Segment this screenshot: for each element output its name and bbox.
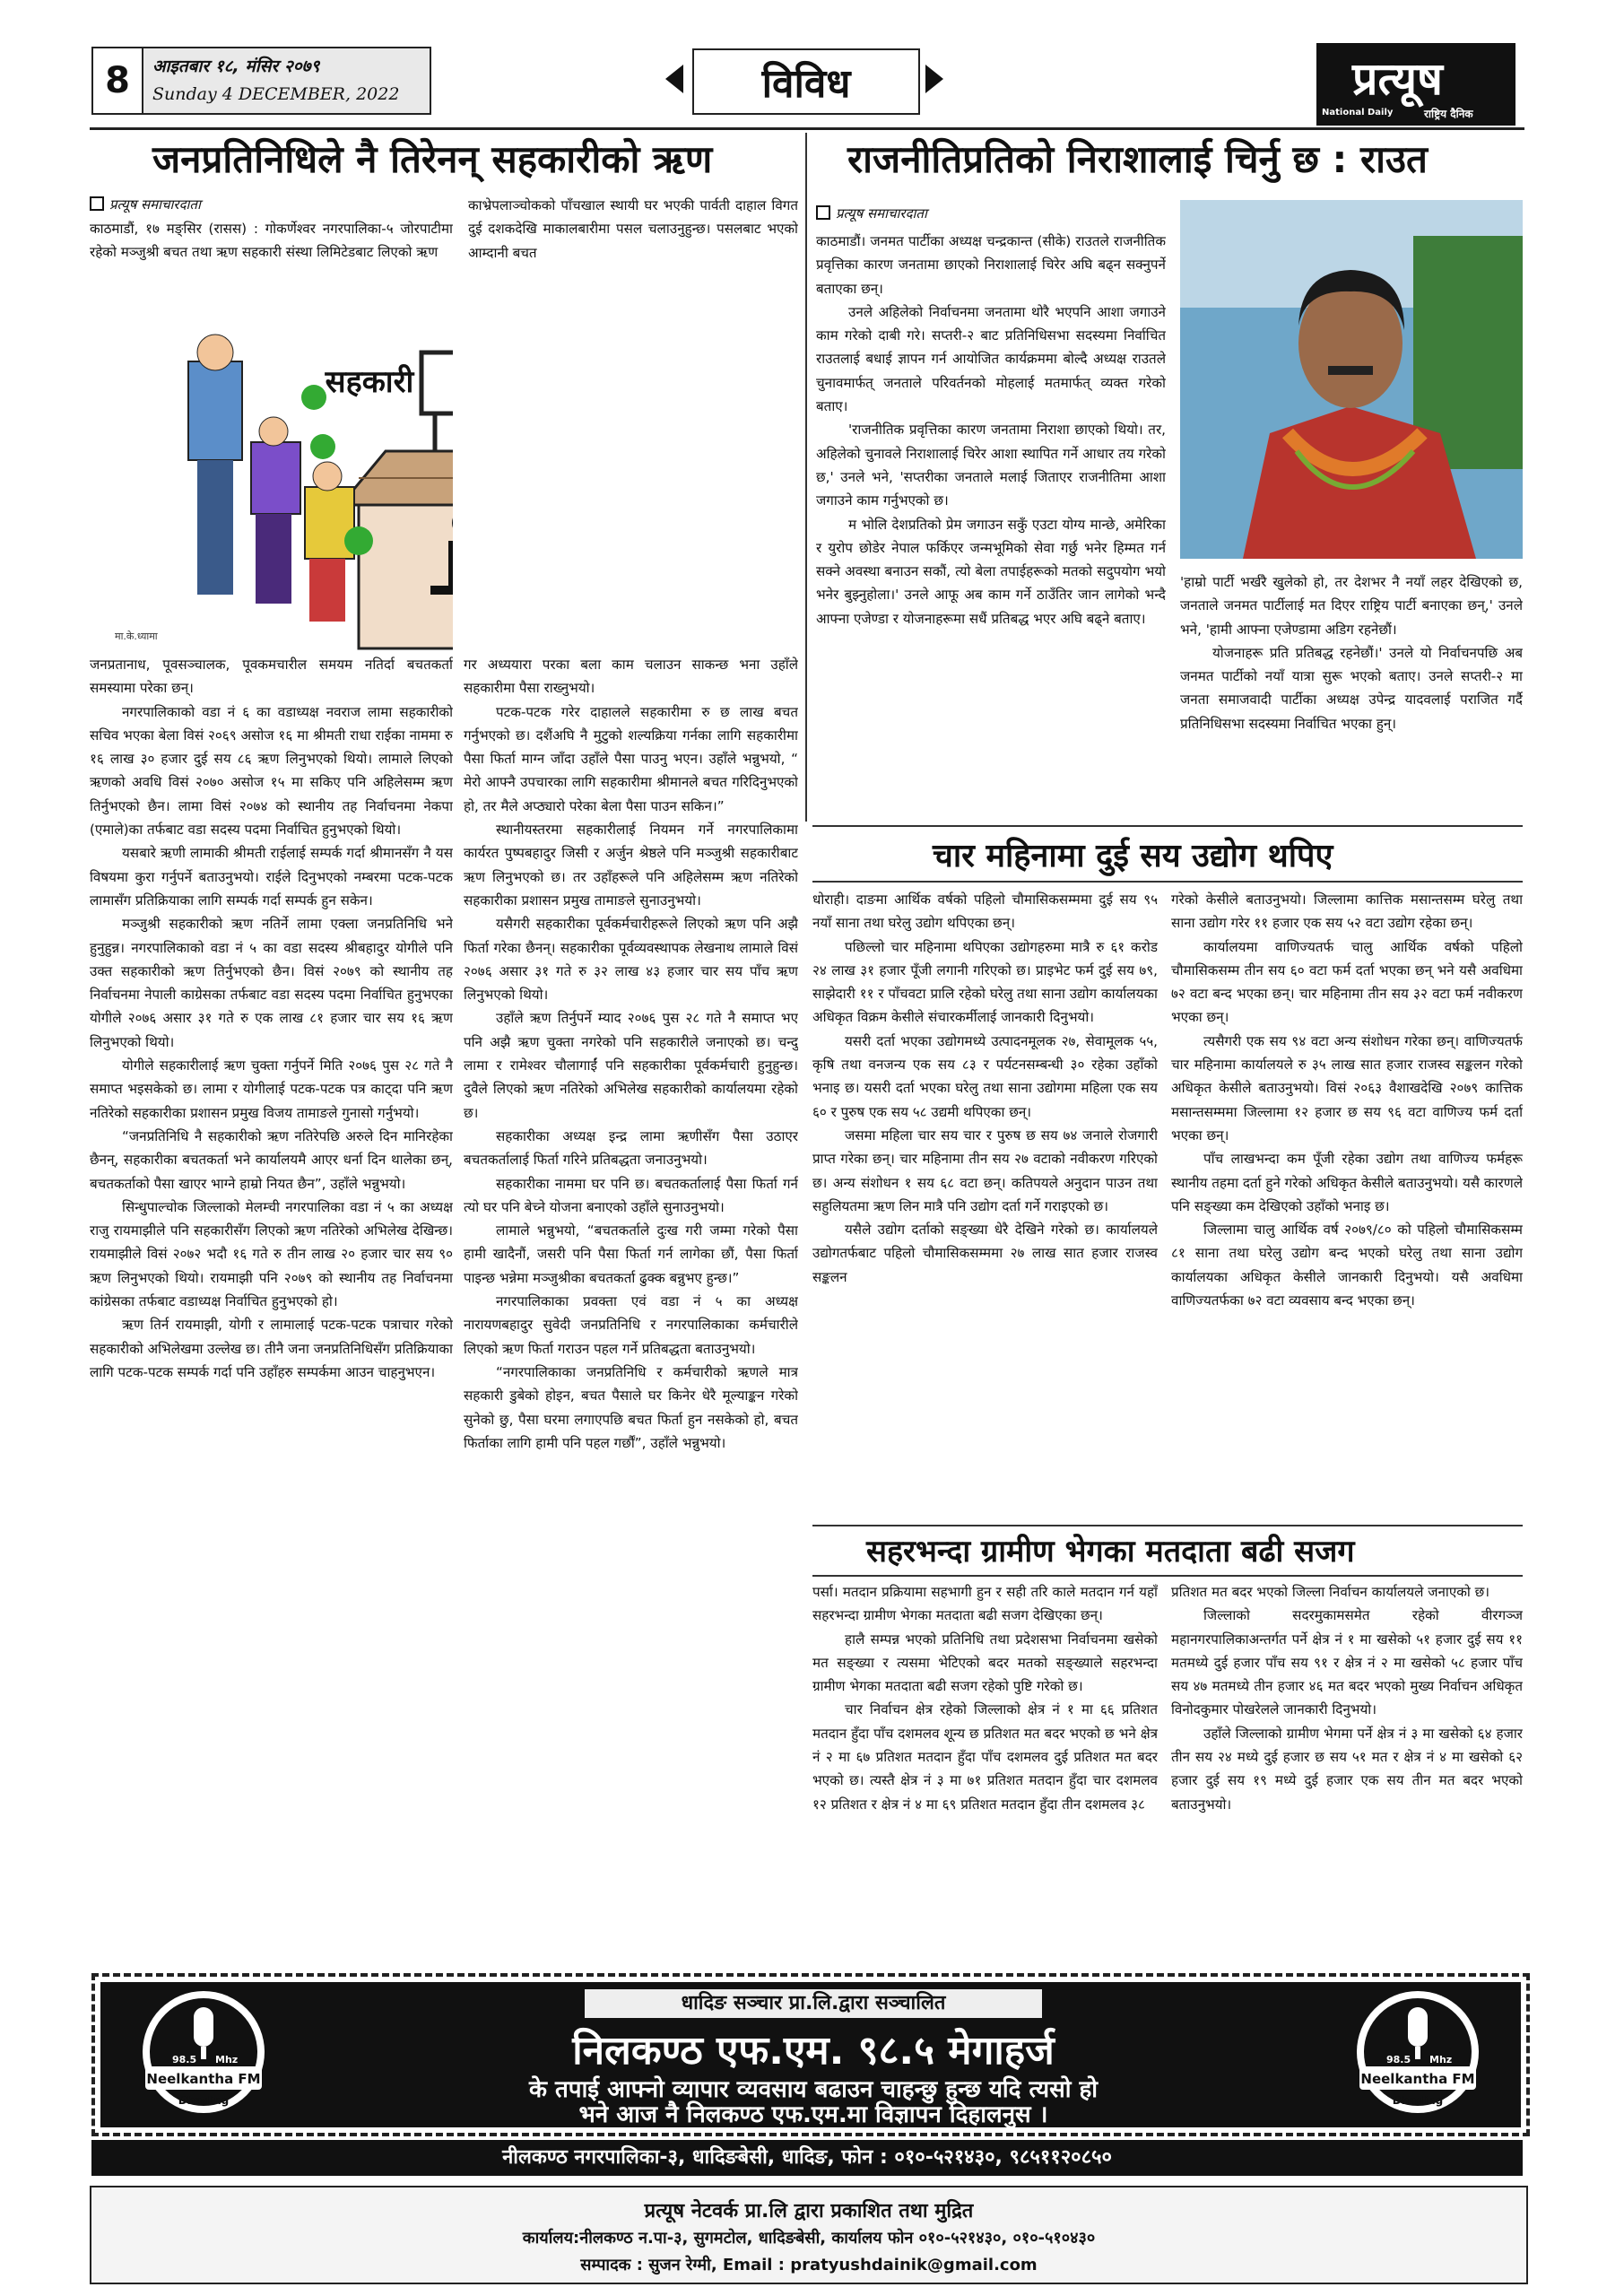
article3-col1 [812, 888, 1158, 1480]
logo-subtitle-en: National Daily [1322, 108, 1394, 117]
article2-col1 [816, 230, 1166, 822]
paragraph: 'राजनीतिक प्रवृत्तिका कारण जनतामा निराशा छाएको थियो। तर, अहिलेको चुनावले निराशालाई चिरेर आशा स्थापित गर्ने आधार तय गरेको छ,' उनले भने, 'सप्तरीका जनताले मलाई जिताएर राजनीतिमा आशा जगाउने काम गर्नुभएको छ। [816, 422, 1166, 509]
raut-photo [1180, 200, 1523, 559]
article3-col2 [1171, 888, 1523, 1480]
ad-line-2: के तपाई आफ्नो व्यापार व्यवसाय बढाउन चाहन्छु हुन्छ यदि त्यसो हो [528, 2076, 1099, 2103]
article1-intro-col1 [90, 217, 453, 312]
paragraph: योगीले सहकारीलाई ऋण चुक्ता गर्नुपर्ने मिति २०७६ पुस २८ गते नै समाप्त भइसकेको छ। लामा र योगीलाई पटक-पटक पत्र काट्दा पनि ऋण नतिरेको सहकारीका प्रशासन प्रमुख विजय तामाङले गुनासो गर्नुभयो। [90, 1057, 453, 1121]
fm-logo-left [118, 1987, 289, 2122]
paragraph: काठमाडौं, १७ मङ्सिर (रासस) : गोकर्णेश्वर नगरपालिका-५ जोरपाटीमा रहेको मञ्जुश्री बचत तथा ऋण सहकारी संस्था लिमिटेडबाट लिएको ऋण [90, 221, 453, 261]
paragraph: पर्सा। मतदान प्रक्रियामा सहभागी हुन र सही तरि काले मतदान गर्न यहाँ सहरभन्दा ग्रामीण भेगका मतदाता बढी सजग देखिएका छन्। [812, 1584, 1158, 1624]
byline-text: प्रत्यूष समाचारदाता [836, 205, 927, 222]
paragraph: पछिल्लो चार महिनामा थपिएका उद्योगहरुमा मात्रै रु ६१ करोड २४ लाख ३१ हजार पूँजी लगानी गरिएको छ। प्राइभेट फर्म दुई सय ७९, साझेदारी ११ र पाँचवटा प्रालि रहेको घरेलु तथा साना उद्योग कार्यालयका अधिकृत विक्रम केसीले संचारकर्मीलाई जानकारी दिनुभयो। [812, 938, 1158, 1026]
fm-logo-right [1333, 1987, 1503, 2122]
arrow-right-icon [925, 65, 943, 93]
paragraph: जिल्लाको सदरमुकामसमेत रहेको वीरगञ्ज महानगरपालिकाअन्तर्गत पर्ने क्षेत्र नं १ मा खसेको ५१ हजार दुई सय ११ मतमध्ये दुई हजार पाँच सय ९१ र क्षेत्र नं २ मा खसेको ५८ हजार पाँच सय ४७ मतमध्ये तीन हजार ४६ मत बदर भएको मुख्य निर्वाचन अधिकृत विनोदकुमार पोखरेलले जानकारी दिनुभयो। [1171, 1607, 1523, 1718]
paragraph: उहाँले जिल्लाको ग्रामीण भेगमा पर्ने क्षेत्र नं ३ मा खसेको ६४ हजार तीन सय २४ मध्ये दुई हजार छ सय ५१ मत र क्षेत्र नं ४ मा खसेको ६२ हजार दुई सय १९ मध्ये दुई हजार एक सय तीन मत बदर भएको बताउनुभयो। [1171, 1725, 1523, 1813]
headline-industries: चार महिनामा दुई सय उद्योग थपिए [933, 838, 1333, 874]
office-line: कार्यालय:नीलकण्ठ न.पा-३, सुगमटोल, धादिङबेसी, कार्यालय फोन ०१०-५२१४३०, ०१०-५१०४३० [522, 2229, 1096, 2248]
radio-mic-icon [118, 1987, 289, 2122]
paragraph: यसैले उद्योग दर्ताको सङ्ख्या धेरै देखिने गरेको छ। कार्यालयले उद्योगतर्फबाट पहिलो चौमासिकसम्ममा २७ लाख सात हजार राजस्व सङ्कलन [812, 1222, 1158, 1285]
date-nepali: आइतबार १८, मंसिर २०७९ [152, 57, 320, 76]
paragraph: लामाले भन्नुभयो, “बचतकर्ताले दुःख गरी जम्मा गरेको पैसा हामी खादैनौं, जसरी पनि पैसा फिर्ता गर्न लागेका छौं, पैसा फिर्ता पाइन्छ भन्नेमा मञ्जुश्रीका बचतकर्ता ढुक्क बन्नुभए हुन्छ।” [464, 1222, 798, 1286]
paragraph: उनले अहिलेको निर्वाचनमा जनतामा थोरै भएपनि आशा जगाउने काम गरेको दाबी गरे। सप्तरी-२ बाट प्रतिनिधिसभा सदस्यमा निर्वाचित राउतलाई बधाई ज्ञापन गर्न आयोजित कार्यक्रममा बोल्दै अध्यक्ष राउतले चुनावमार्फत् जनताले परिवर्तनको मोहलाई मतमार्फत् व्यक्त गरेको बताए। [816, 303, 1166, 415]
paragraph: जसमा महिला चार सय चार र पुरुष छ सय ७४ जनाले रोजगारी प्राप्त गरेका छन्। चार महिनामा तीन सय २७ वटाको नवीकरण गरिएको छ। अन्य संशोधन १ सय ६८ वटा छन्। कतिपयले अनुदान पाउन तथा सहुलियतमा ऋण लिन मात्रै पनि उद्योग दर्ता गर्ने गराइएको छ। [812, 1126, 1158, 1214]
arrow-left-icon [665, 65, 683, 93]
page-number: 8 [93, 48, 143, 113]
paragraph: जनप्रतानाध, पूवसञ्चालक, पूवकमचारील समयम नतिर्दा बचतकर्ता समस्यामा परेका छन्। [90, 657, 453, 697]
headline-cooperative-loan: जनप्रतिनिधिले नै तिरेनन् सहकारीको ऋण [152, 137, 713, 181]
paragraph: काठमाडौं। जनमत पार्टीका अध्यक्ष चन्द्रकान्त (सीके) राउतले राजनीतिक प्रवृत्तिका कारण जनतामा छाएको निराशालाई चिरेर अघि बढ्न सक्नुपर्ने बताएका छन्। [816, 233, 1166, 297]
section-divider [812, 825, 1523, 827]
paragraph: नगरपालिकाका प्रवक्ता एवं वडा नं ५ का अध्यक्ष नारायणबहादुर सुवेदी जनप्रतिनिधि र नगरपालिकाका कर्मचारीले लिएको ऋण फिर्ता गराउन पहल गर्ने प्रतिबद्धता बताउनुभयो। [464, 1293, 798, 1357]
publisher-line: प्रत्यूष नेटवर्क प्रा.लि द्वारा प्रकाशित तथा मुद्रित [644, 2200, 974, 2222]
byline-article2 [816, 204, 927, 222]
paragraph: नगरपालिकाको वडा नं ६ का वडाध्यक्ष नवराज लामा सहकारीको सचिव भएका बेला विसं २०६९ असोज १६ मा श्रीमती राधा राईका नाममा रु १६ लाख ३० हजार दुई सय ८६ ऋण लिनुभएको थियो। लामाले लिएको ऋणको अवधि विसं २०७० असोज १५ मा सकिए पनि अहिलेसम्म ऋण तिर्नुभएको छैन। लामा विसं २०७४ को स्थानीय तह निर्वाचनमा नेकपा (एमाले)का तर्फबाट वडा सदस्य पदमा निर्वाचित हुनुभएको थियो। [90, 703, 453, 839]
paragraph: यसबारे ऋणी लामाकी श्रीमती राईलाई सम्पर्क गर्दा श्रीमानसँग नै यस विषयमा कुरा गर्नुपर्ने बताउनुभयो। राईले दिनुभएको नम्बरमा पटक-पटक लामासँग प्रतिक्रियाका लागि सम्पर्क गर्दा सम्पर्क हुन सकेन। [90, 845, 453, 909]
date-box [91, 47, 431, 115]
paragraph: ऋण तिर्न रायमाझी, योगी र लामालाई पटक-पटक पत्राचार गरेको सहकारीको अभिलेखमा उल्लेख छ। तीनै जना जनप्रतिनिधिसँग प्रतिक्रियाका लागि पटक-पटक सम्पर्क गर्दा पनि उहाँहरु सम्पर्कमा आउन चाहनुभएन। [90, 1317, 453, 1380]
ad-background [100, 1982, 1521, 2127]
paragraph: 'हाम्रो पार्टी भर्खरै खुलेको हो, तर देशभर नै नयाँ लहर देखिएको छ, जनताले जनमत पार्टीलाई मत दिएर राष्ट्रिय पार्टी बनाएका छन्,' उनले भने, 'हामी आफ्ना एजेण्डामा अडिग रहनेछौं। [1180, 574, 1523, 638]
paragraph: काभ्रेपलाञ्चोकको पाँचखाल स्थायी घर भएकी पार्वती दाहाल विगत दुई दशकदेखि माकालबारीमा पसल चलाउनुहुन्छ। पसलबाट भएको आम्दानी बचत [468, 197, 798, 261]
paragraph: सहकारीका नाममा घर पनि छ। बचतकर्तालाई पैसा फिर्ता गर्न त्यो घर पनि बेच्ने योजना बनाएको उहाँले सुनाउनुभयो। [464, 1175, 798, 1215]
article1-col1 [90, 653, 453, 1962]
ad-line-3: भने आज नै निलकण्ठ एफ.एम.मा विज्ञापन दिहालनुस । [578, 2101, 1048, 2128]
fm-logo-freq: 98.5 [1386, 2054, 1411, 2066]
illustration-sign-text: सहकारी [325, 364, 414, 400]
cooperative-illustration [90, 317, 453, 651]
paragraph: योजनाहरू प्रति प्रतिबद्ध रहनेछौं।' उनले यो निर्वाचनपछि अब जनमत पार्टीको नयाँ यात्रा सुरू भएको बताए। उनले सप्तरी-२ मा जनता समाजवादी पार्टीका अध्यक्ष उपेन्द्र यादवलाई पराजित गर्दै प्रतिनिधिसभा सदस्यमा निर्वाचित भएका हुन्। [1180, 644, 1523, 732]
paragraph: यसरी दर्ता भएका उद्योगमध्ये उत्पादनमूलक २७, सेवामूलक ५५, कृषि तथा वनजन्य एक सय ८३ र पर्यटनसम्बन्धी ३० रहेका उहाँको भनाइ छ। यसरी दर्ता भएका घरेलु तथा साना उद्योगमा महिला एक सय ६० र पुरुष एक सय ५८ उद्यमी थपिएका छन्। [812, 1032, 1158, 1120]
paragraph: सहकारीका अध्यक्ष इन्द्र लामा ऋणीसँग पैसा उठाएर बचतकर्तालाई फिर्ता गरिने प्रतिबद्धता जनाउनुभयो। [464, 1127, 798, 1169]
logo-subtitle-np: राष्ट्रिय दैनिक [1424, 108, 1473, 120]
article2-col2 [1180, 570, 1523, 822]
paragraph: प्रतिशत मत बदर भएको जिल्ला निर्वाचन कार्यालयले जनाएको छ। [1171, 1584, 1490, 1600]
editor-line: सम्पादक : सुजन रेग्मी, Email : pratyushdainik@gmail.com [580, 2256, 1038, 2274]
fm-logo-unit: Mhz [215, 2054, 239, 2066]
section-divider [812, 881, 1523, 883]
byline-text: प्रत्यूष समाचारदाता [109, 196, 201, 213]
article4-col1 [812, 1580, 1158, 1964]
section-divider [812, 1575, 1523, 1577]
fm-logo-name: Neelkantha FM [146, 2071, 261, 2087]
paragraph: चार निर्वाचन क्षेत्र रहेको जिल्लाको क्षेत्र नं १ मा ६६ प्रतिशत मतदान हुँदा पाँच दशमलव शून्य छ प्रतिशत मत बदर भएको छ भने क्षेत्र नं २ मा ६७ प्रतिशत मतदान हुँदा पाँच दशमलव दुई प्रतिशत मत बदर भएको छ। त्यस्तै क्षेत्र नं ३ मा ७१ प्रतिशत मतदान हुँदा चार दशमलव १२ प्रतिशत र क्षेत्र नं ४ मा ६९ प्रतिशत मतदान हुँदा तीन दशमलव ३८ [812, 1701, 1158, 1813]
section-title: विविध [692, 48, 920, 115]
paragraph: गर अध्ययारा परका बला काम चलाउन साकन्छ भना उहाँले सहकारीमा पैसा राख्नुभयो। [464, 657, 798, 697]
fm-logo-unit: Mhz [1429, 2054, 1453, 2066]
paragraph: गरेको केसीले बताउनुभयो। जिल्लामा कात्तिक मसान्तसम्म घरेलु तथा साना उद्योग गरेर ११ हजार एक सय ५२ वटा उद्योग रहेका छन्। [1171, 891, 1523, 932]
logo-text: प्रत्यूष [1352, 53, 1443, 105]
paragraph: मञ्जुश्री सहकारीको ऋण नतिर्ने लामा एक्ला जनप्रतिनिधि भने हुनुहुन्न। नगरपालिकाको वडा नं ५ का वडा सदस्य श्रीबहादुर योगीले पनि उक्त सहकारीको ऋण तिर्नुभएको छैन। विसं २०७९ को स्थानीय तह निर्वाचनमा नेपाली काग्रेसका तर्फबाट वडा सदस्य पदमा निर्वाचित हुनुभएका योगीले २०७६ असार ३१ गते रु एक लाख ८१ हजार चार सय १६ ऋण लिनुभएको थियो। [90, 916, 453, 1050]
ad-title: निलकण्ठ एफ.एम. ९८.५ मेगाहर्ज [572, 2028, 1055, 2074]
ad-operator-line: धादिङ सञ्चार प्रा.लि.द्वारा सञ्चालित [585, 1989, 1042, 2018]
paragraph: पटक-पटक गरेर दाहालले सहकारीमा रु छ लाख बचत गर्नुभएको छ। दशैंअघि नै मुटुको शल्यक्रिया गर्नका लागि सहकारीमा पैसा फिर्ता माग्न जाँदा उहाँले पैसा पाउनु भएन। उहाँले भन्नुभयो, “ मेरो आफ्नै उपचारका लागि सहकारीमा श्रीमानले बचत गरिदिनुभएको हो, तर मैले अप्ठ्यारो परेका बेला पैसा पाउन सकिन।” [464, 703, 798, 814]
paragraph: यसैगरी सहकारीका पूर्वकर्मचारीहरूले लिएको ऋण पनि अझै फिर्ता गरेका छैनन्। सहकारीका पूर्वव्यवस्थापक लेखनाथ लामाले विसं २०७६ असार ३१ गते रु ३२ लाख ४३ हजार चार सय पाँच ऋण लिनुभएको थियो। [464, 916, 798, 1004]
byline-article1 [90, 196, 201, 213]
date-english: Sunday 4 DECEMBER, 2022 [152, 84, 400, 104]
ad-address: नीलकण्ठ नगरपालिका-३, धादिङबेसी, धादिङ, फोन : ०१०-५२१४३०, ९८५११२०८५० [91, 2140, 1523, 2176]
paragraph: “जनप्रतिनिधि नै सहकारीको ऋण नतिरेपछि अरुले दिन मानिरहेका छैनन्, सहकारीका बचतकर्ता भने कार्यालयमै आएर धर्ना दिन थालेका छन्, बचतकर्ताको पैसा खाएर भाग्ने हाम्रो नियत छैन”, उहाँले भन्नुभयो। [90, 1127, 453, 1192]
section-divider [812, 1525, 1523, 1526]
header-divider [90, 127, 1524, 130]
paragraph: सिन्धुपाल्चोक जिल्लाको मेलम्ची नगरपालिका वडा नं ५ का अध्यक्ष राजु रायमाझीले पनि सहकारीसँग लिएको ऋण नतिरेको अभिलेख देखिन्छ। रायमाझीले विसं २०७२ भदौ १६ गते रु तीन लाख २० हजार चार सय ९० ऋण लिनुभएको थियो। रायमाझी पनि २०७९ को स्थानीय तह निर्वाचनमा कांग्रेसका तर्फबाट वडाध्यक्ष निर्वाचित हुनुभएको हो। [90, 1198, 453, 1310]
imprint-footer [90, 2186, 1528, 2284]
radio-mic-icon [1333, 1987, 1503, 2122]
headline-voters: सहरभन्दा ग्रामीण भेगका मतदाता बढी सजग [866, 1534, 1355, 1570]
paragraph: हालै सम्पन्न भएको प्रतिनिधि तथा प्रदेशसभा निर्वाचनमा खसेको मत सङ्ख्या र त्यसमा भेटिएको बदर मतको सङ्ख्याले सहरभन्दा ग्रामीण भेगका मतदाता बढी सजग रहेको पुष्टि गरेको छ। [812, 1631, 1158, 1695]
paragraph: कार्यालयमा वाणिज्यतर्फ चालु आर्थिक वर्षको पहिलो चौमासिकसम्म तीन सय ६० वटा फर्म दर्ता भएका छन् भने यसै अवधिमा ७२ वटा बन्द भएका छन्। चार महिनामा तीन सय ३२ वटा फर्म नवीकरण भएका छन्। [1171, 938, 1523, 1026]
fm-logo-freq: 98.5 [172, 2054, 197, 2066]
paragraph: उहाँले ऋण तिर्नुपर्ने म्याद २०७६ पुस २८ गते नै समाप्त भए पनि अझै ऋण चुक्ता नगरेको पनि सहकारीले जनाएको छ। चन्दु लामा र रामेश्वर चौलागाईं पनि सहकारीका पूर्वकर्मचारी हुनुहुन्छ। दुवैले लिएको ऋण नतिरेको अभिलेख सहकारीको कार्यालयमा रहेको छ। [464, 1010, 798, 1121]
photo-svg [1180, 200, 1523, 559]
fm-logo-place: Dhading [178, 2094, 230, 2107]
headline-raut: राजनीतिप्रतिको निराशालाई चिर्नु छ : राउत [847, 137, 1428, 181]
article1-col2 [453, 653, 798, 1962]
paragraph: पाँच लाखभन्दा कम पूँजी रहेका उद्योग तथा वाणिज्य फर्महरू स्थानीय तहमा दर्ता हुने गरेको अधिकृत केसीले बताउनुभयो। यसै कारणले पनि सङ्ख्या कम देखिएको उहाँको भनाइ छ। [1171, 1151, 1523, 1214]
paragraph: जिल्लामा चालु आर्थिक वर्ष २०७९/८० को पहिलो चौमासिकसम्म ८१ साना तथा घरेलु उद्योग बन्द भएको घरेलु तथा साना उद्योग कार्यालयका अधिकृत केसीले जानकारी दिनुभयो। यसै अवधिमा वाणिज्यतर्फका ७२ वटा व्यवसाय बन्द भएका छन्। [1171, 1222, 1523, 1309]
fm-advertisement [91, 1973, 1530, 2136]
article4-col2 [1171, 1580, 1523, 1964]
article1-intro-col2 [468, 194, 798, 312]
paragraph: त्यसैगरी एक सय ९४ वटा अन्य संशोधन गरेका छन्। वाणिज्यतर्फ चार महिनामा कार्यालयले रु ३५ लाख सात हजार राजस्व सङ्कलन गरेको अधिकृत केसीले बताउनुभयो। विसं २०६३ वैशाखदेखि २०७९ कात्तिक मसान्तसम्ममा जिल्लामा १२ हजार छ सय ९६ वटा वाणिज्य फर्म दर्ता भएका छन्। [1171, 1032, 1523, 1144]
paragraph: धोराही। दाङमा आर्थिक वर्षको पहिलो चौमासिकसम्ममा दुई सय ९५ नयाँ साना तथा घरेलु उद्योग थपिएका छन्। [812, 891, 1158, 932]
column-divider [805, 133, 807, 822]
byline-square-icon [816, 205, 830, 220]
paragraph: म भोलि देशप्रतिको प्रेम जगाउन सकुँ एउटा योग्य मान्छे, अमेरिका र युरोप छोडेर नेपाल फर्किएर जन्मभूमिको सेवा गर्छु भनेर हिम्मत गर्न सक्ने अवस्था बनाउन सकौं, त्यो बेला तपाईहरूको मतको सदुपयोग भयो भनेर बुझ्नुहोला।' उनले आफू अब काम गर्ने ठाउँतिर जान लागेको भन्दै आफ्ना एजेण्डा र योजनाहरूमा सधैं प्रतिबद्ध भएर अघि बढ्ने बताए। [816, 516, 1166, 627]
fm-logo-place: Dhading [1392, 2094, 1444, 2107]
artist-credit: मा.के.ध्यामा [115, 631, 158, 642]
byline-square-icon [90, 196, 104, 211]
fm-logo-name: Neelkantha FM [1360, 2071, 1475, 2087]
paragraph: स्थानीयस्तरमा सहकारीलाई नियमन गर्ने नगरपालिकामा कार्यरत पुष्पबहादुर जिसी र अर्जुन श्रेष्ठले पनि मञ्जुश्री सहकारीबाट ऋण लिनुभएको छ। तर उहाँहरूले पनि अहिलेसम्म ऋण नतिरेको सहकारीका प्रशासन प्रमुख तामाङले सुनाउनुभयो। [464, 822, 798, 909]
newspaper-logo [1316, 43, 1515, 126]
paragraph: “नगरपालिकाका जनप्रतिनिधि र कर्मचारीको ऋणले मात्र सहकारी डुबेको होइन, बचत पैसाले घर किनेर धेरै मूल्याङ्कन गरेको सुनेको छु, पैसा घरमा लगाएपछि बचत फिर्ता हुन नसकेको हो, बचत फिर्ताका लागि हामी पनि पहल गर्छौं”, उहाँले भन्नुभयो। [464, 1363, 798, 1451]
